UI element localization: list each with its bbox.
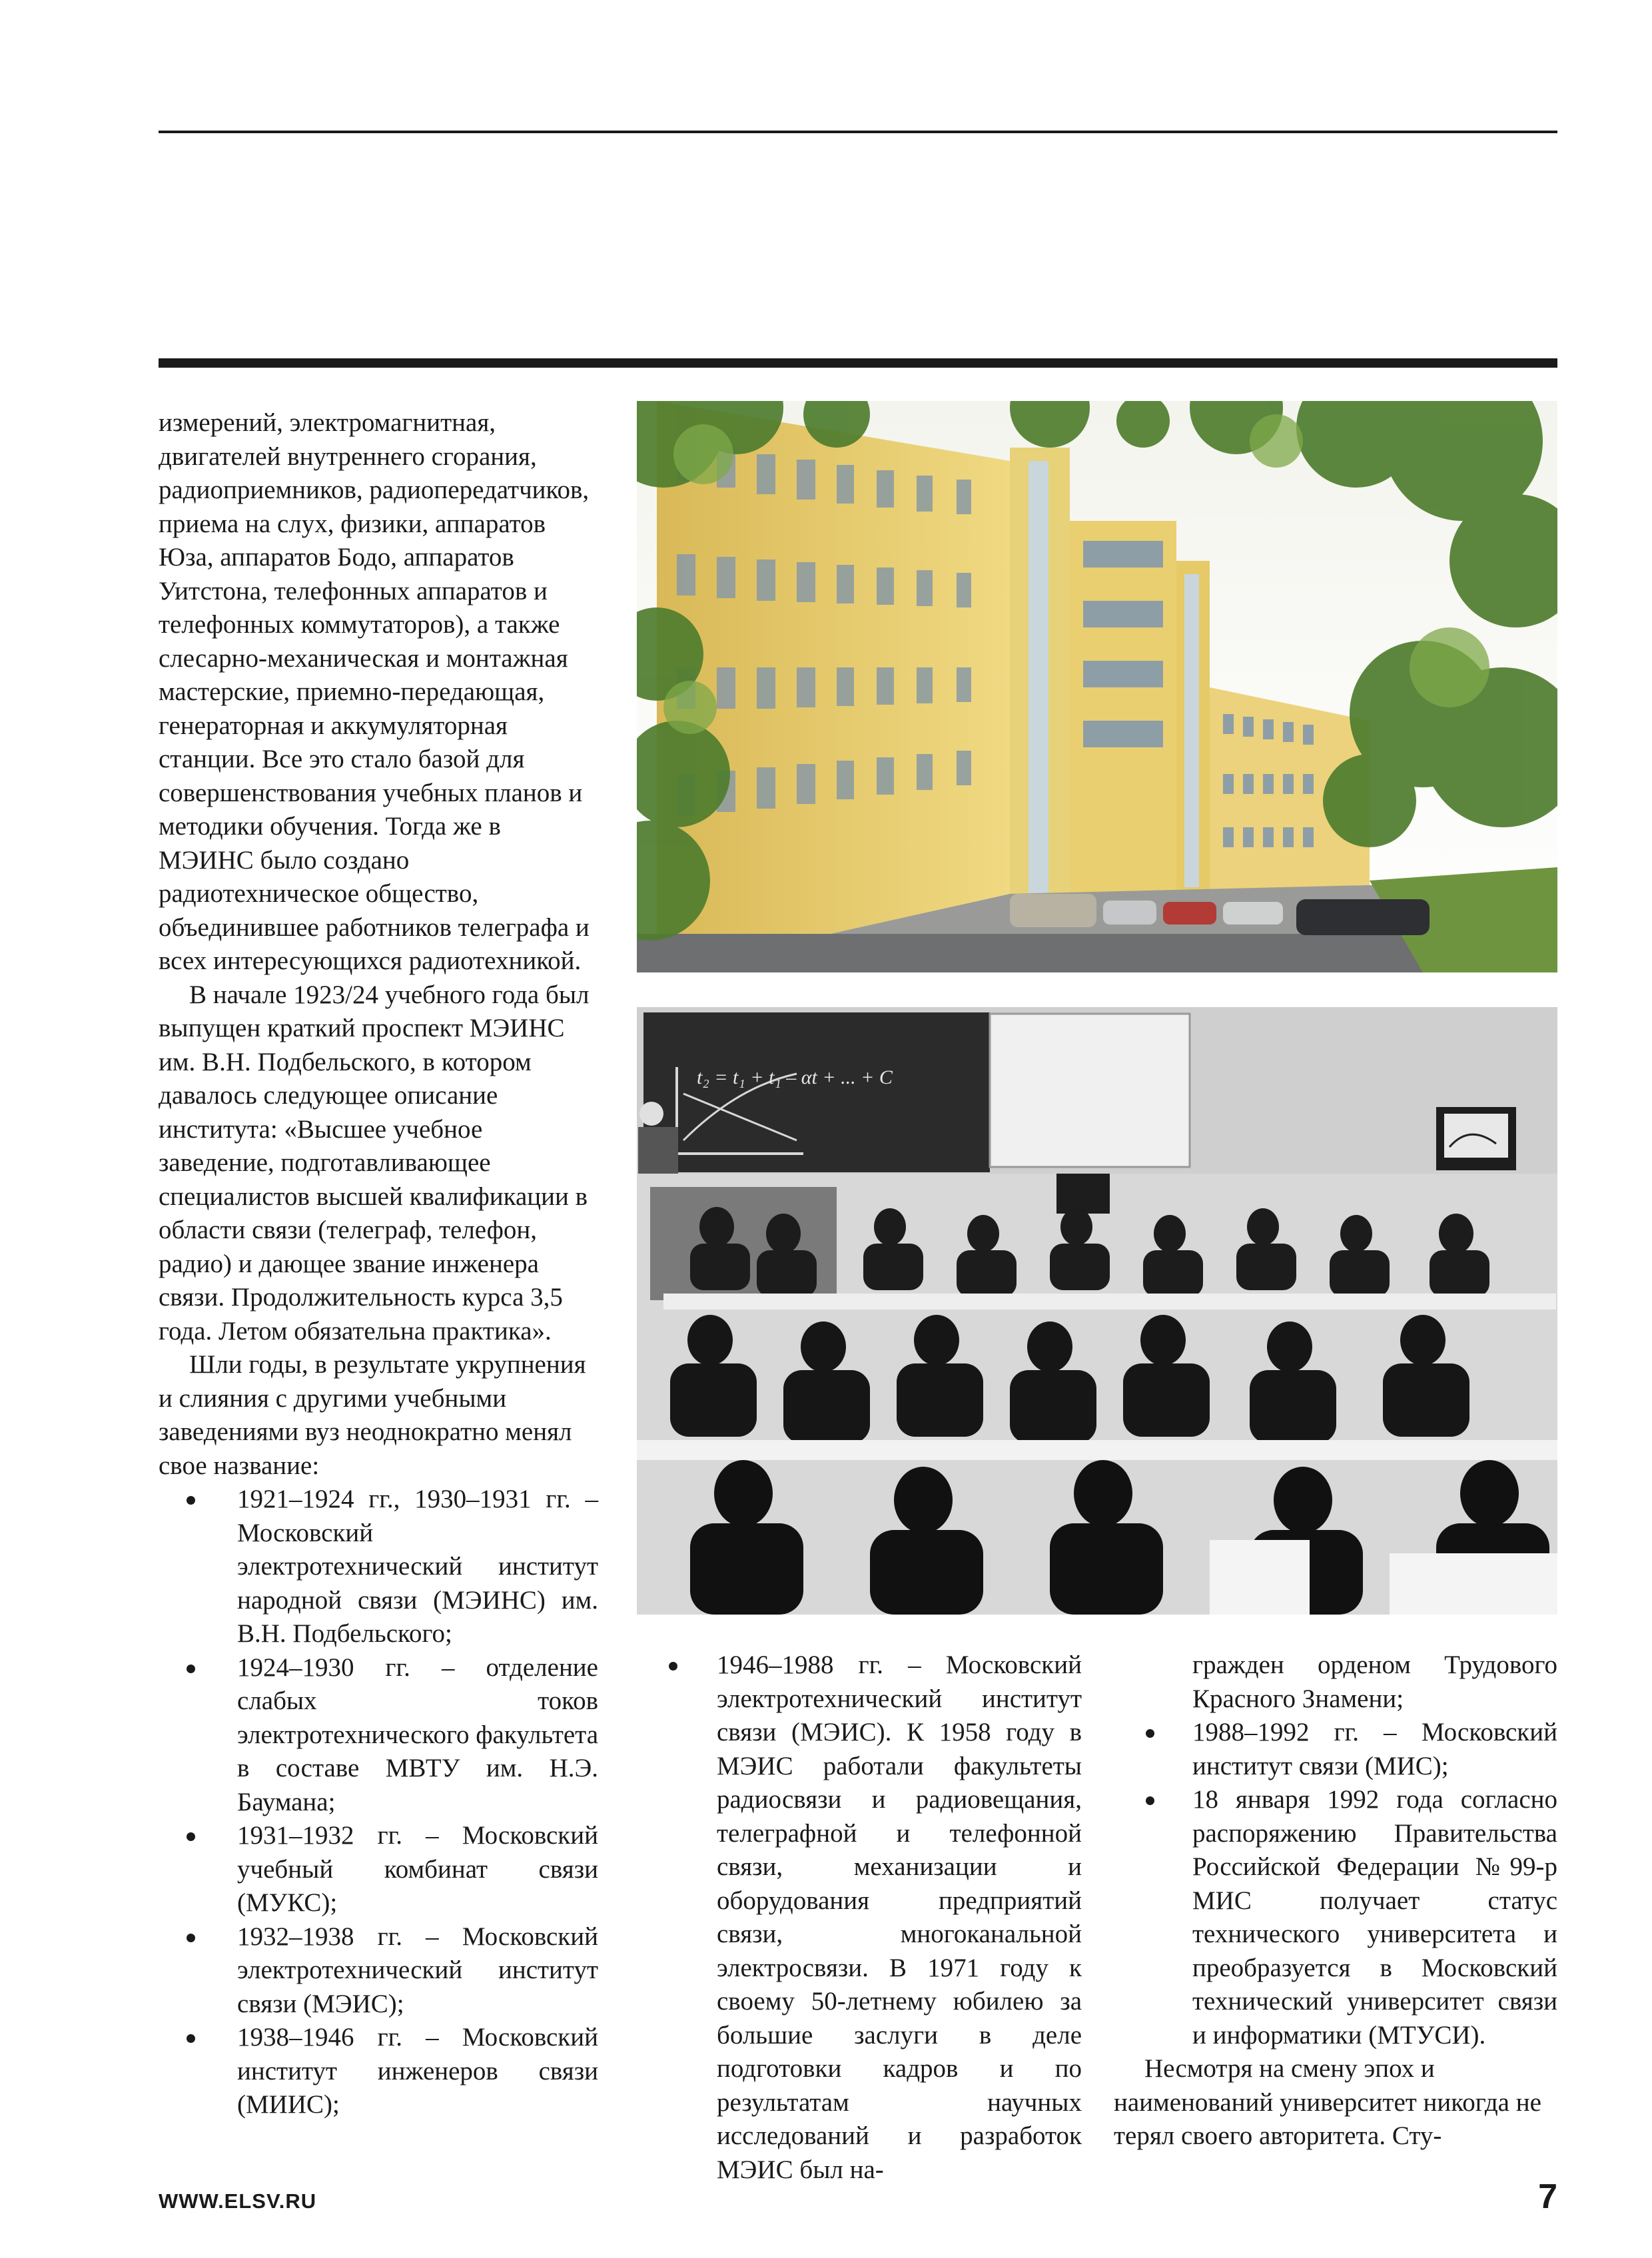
rename-list-1 — [159, 1483, 598, 2122]
header-rule-thick — [159, 358, 1557, 368]
list-item: 1988–1992 гг. – Московский институт связи (МИС); — [1114, 1716, 1557, 1783]
header-rule-thin — [159, 131, 1557, 133]
rename-list-3 — [1114, 1716, 1557, 2052]
paragraph-final: Несмотря на смену эпох и наименований университет никогда не терял своего авторитета. Сту- — [1114, 2054, 1541, 2150]
text-column-1 — [159, 406, 598, 2122]
rename-list-2 — [663, 1649, 1082, 2187]
list-item: 1931–1932 гг. – Московский учебный комбинат связи (МУКС); — [159, 1819, 598, 1920]
photo-lecture-hall — [637, 1007, 1557, 1615]
paragraph-1: измерений, электромагнитная, двигателей внутреннего сгорания, радиоприемников, радиопередатчиков, приема на слух, физики, аппаратов Юза, аппаратов Бодо, аппаратов Уитстона, телефонных аппаратов и телефонных коммутаторов), а также слесарно-механическая и монтажная мастерские, приемно-передающая, генераторная и аккумуляторная станции. Все это стало базой для совершенствования учебных планов и методики обучения. Тогда же в МЭИНС было создано радиотехническое общество, объединившее работников телеграфа и всех интересующихся радиотехникой. — [159, 408, 590, 975]
paragraph-3: Шли годы, в результате укрупнения и слияния с другими учебными заведениями вуз неоднократно менял свое название: — [159, 1350, 586, 1480]
paragraph-2: В начале 1923/24 учебного года был выпущен краткий проспект МЭИНС им. В.Н. Подбельского, в котором давалось следующее описание института: «Высшее учебное заведение, подготавливающее специалистов высшей квалификации в области связи (телеграф, телефон, радио) и дающее звание инженера связи. Продолжительность курса 3,5 года. Летом обязательна практика». — [159, 980, 590, 1345]
list-item: 1921–1924 гг., 1930–1931 гг. – Московский электротехнический институт народной связи (МЭИНС) им. В.Н. Подбельского; — [159, 1483, 598, 1651]
list-item: 1946–1988 гг. – Московский электротехнический институт связи (МЭИС). К 1958 году в МЭИС работали факультеты радиосвязи и радиовещания, телеграфной и телефонной связи, механизации и оборудования предприятий связи, многоканальной электросвязи. В 1971 году к своему 50-летнему юбилею за большие заслуги в деле подготовки кадров и по результатам научных исследований и разработок МЭИС был на- — [663, 1649, 1082, 2187]
list-item-continuation: гражден орденом Трудового Красного Знамени; — [1192, 1651, 1557, 1713]
list-item: 1932–1938 гг. – Московский электротехнический институт связи (МЭИС); — [159, 1920, 598, 2022]
list-item: 1924–1930 гг. – отделение слабых токов электротехнического факультета в составе МВТУ им. Н.Э. Баумана; — [159, 1651, 598, 1820]
text-column-3 — [1114, 1649, 1557, 2153]
page-number: 7 — [1538, 2177, 1557, 2216]
list-item: 18 января 1992 года согласно распоряжению Правительства Российской Федерации №99-р МИС получает статус технического университета и преобразуется в Московский технический университет связи и информатики (МТУСИ). — [1114, 1783, 1557, 2052]
blackboard-formula: t₂ = t₁ + t₁ – αt + ... + C — [697, 1066, 893, 1088]
footer-website[interactable]: WWW.ELSV.RU — [159, 2189, 317, 2213]
text-column-2 — [663, 1649, 1082, 2187]
photo-university-building — [637, 401, 1557, 972]
list-item: 1938–1946 гг. – Московский институт инженеров связи (МИИС); — [159, 2021, 598, 2122]
